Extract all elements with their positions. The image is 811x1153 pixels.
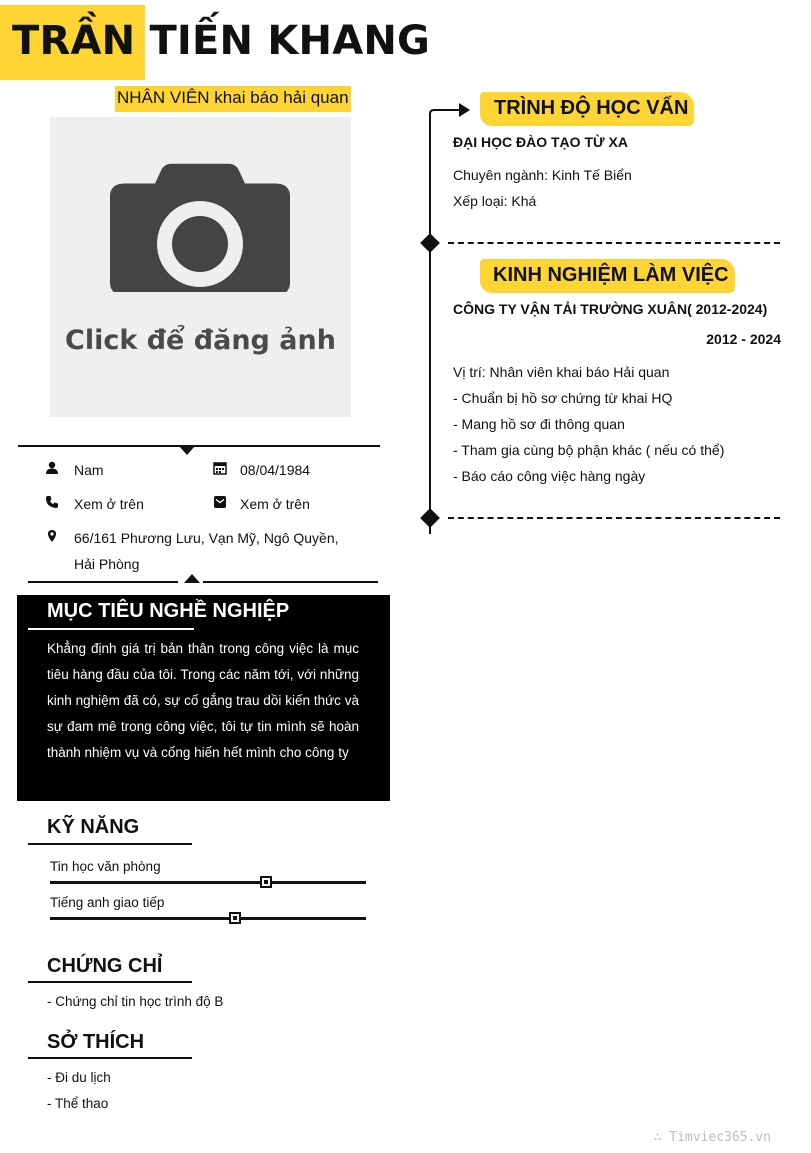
skill-bar-track [50,881,366,884]
divider-arrow-up-icon [184,574,200,583]
section-dashed-divider [448,242,780,244]
gender-value: Nam [74,462,104,478]
hobbies-underline [28,1057,192,1059]
watermark: ∴ Timviec365.vn [653,1130,771,1145]
photo-upload-label: Click để đăng ảnh [65,325,336,356]
experience-line: - Mang hồ sơ đi thông quan [453,416,625,432]
skill-level-handle[interactable] [229,912,241,924]
location-pin-icon [45,529,59,543]
contact-bottom-divider-left [28,581,178,583]
birthdate-value: 08/04/1984 [240,462,311,478]
divider-arrow-down-icon [179,446,195,455]
email-icon [213,495,227,509]
education-major: Chuyên ngành: Kinh Tế Biển [453,167,632,183]
candidate-name: TRẦN TIẾN KHANG [12,18,431,64]
timeline-arrow-icon [428,100,472,124]
hobby-item: - Đi du lịch [47,1070,111,1085]
person-icon [45,461,59,475]
section-dashed-divider [448,517,780,519]
photo-upload-area[interactable] [50,117,351,417]
skill-bar-track [50,917,366,920]
skill-label: Tiếng anh giao tiếp [50,895,165,910]
skill-level-handle[interactable] [260,876,272,888]
objective-underline [28,628,194,630]
address-line2: Hải Phòng [74,556,140,572]
objective-text: Khẳng định giá trị bản thân trong công việc là mục tiêu hàng đầu của tôi. Trong các năm tới, với những kinh nghiệm đã có, sự cố gắng trau dồi kiến thức và sự đam mê trong công việc, tôi tự tin mình sẽ hoàn thành nhiệm vụ và cống hiến hết mình cho công ty [47,641,359,760]
education-school: ĐẠI HỌC ĐÀO TẠO TỪ XA [453,134,628,150]
phone-icon [45,495,59,509]
contact-top-divider [18,445,380,447]
timeline-node [420,508,440,528]
hobbies-title: SỞ THÍCH [47,1031,145,1053]
hobby-item: - Thể thao [47,1096,109,1111]
objective-title: MỤC TIÊU NGHỀ NGHIỆP [47,600,290,622]
skills-title: KỸ NĂNG [47,816,140,838]
timeline-line [429,118,431,534]
experience-line: - Báo cáo công việc hàng ngày [453,468,646,484]
phone-value: Xem ở trên [74,496,144,512]
experience-period: 2012 - 2024 [706,331,781,347]
certificate-item: - Chứng chỉ tin học trình độ B [47,994,224,1009]
experience-line: - Chuẩn bị hồ sơ chứng từ khai HQ [453,390,673,406]
certificates-title: CHỨNG CHỈ [47,955,163,977]
education-title: TRÌNH ĐỘ HỌC VẤN [494,97,689,119]
career-objective-section [17,595,390,801]
calendar-icon [213,461,227,475]
education-rank: Xếp loại: Khá [453,193,537,209]
skill-label: Tin học văn phòng [50,859,161,874]
timeline-node [420,233,440,253]
email-value: Xem ở trên [240,496,310,512]
experience-line: Vị trí: Nhân viên khai báo Hải quan [453,364,670,380]
contact-bottom-divider-right [203,581,378,583]
camera-icon [110,162,290,292]
certificates-underline [28,981,192,983]
address-line1: 66/161 Phương Lưu, Vạn Mỹ, Ngô Quyền, [74,530,339,546]
experience-title: KINH NGHIỆM LÀM VIỆC [493,264,729,286]
job-title: NHÂN VIÊN khai báo hải quan [115,86,351,112]
experience-company: CÔNG TY VẬN TẢI TRƯỜNG XUÂN( 2012-2024) [453,301,768,317]
skills-underline [28,843,192,845]
experience-line: - Tham gia cùng bộ phận khác ( nếu có thể) [453,442,725,458]
